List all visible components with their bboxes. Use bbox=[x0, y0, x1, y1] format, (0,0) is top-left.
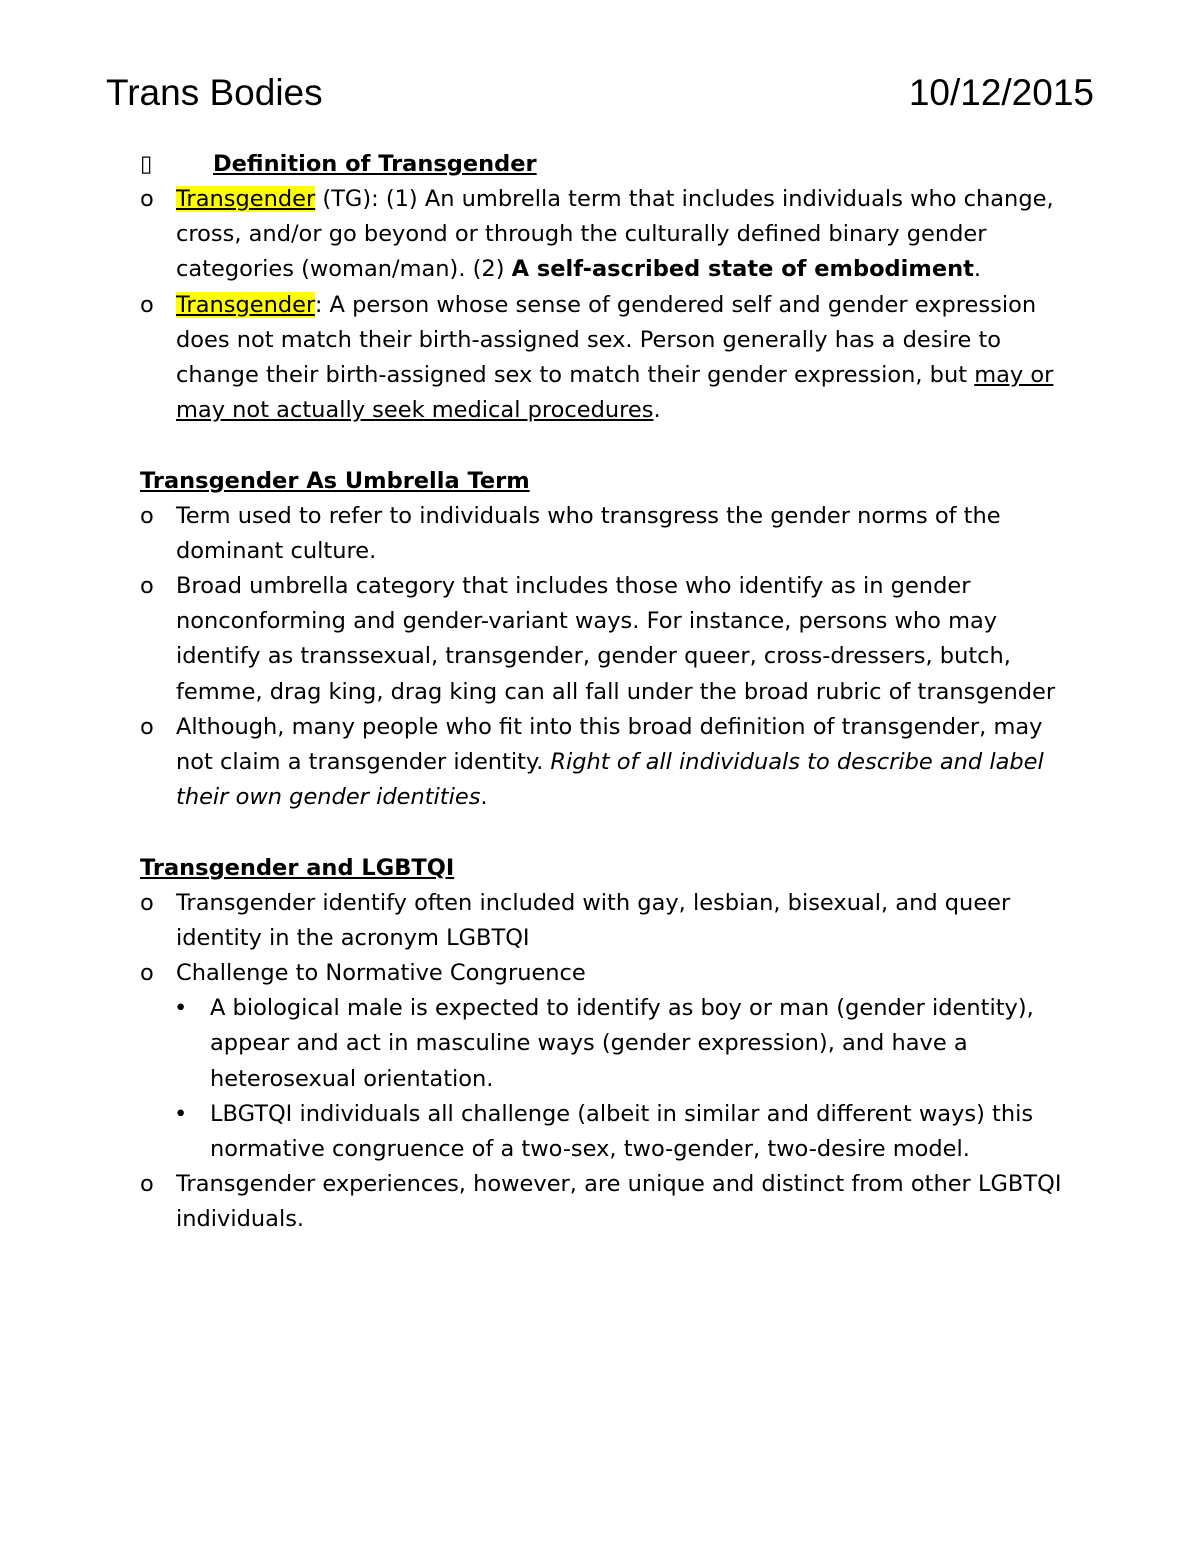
item-text: Transgender identify often included with gay, lesbian, bisexual, and queer identity in the acronym LGBTQI bbox=[176, 889, 1011, 951]
item-text-end: . bbox=[653, 397, 661, 424]
item-text-end: . bbox=[480, 784, 488, 811]
item-text: LBGTQI individuals all challenge (albeit in similar and different ways) this normative congruence of a two-sex, two-gender, two-desire model. bbox=[210, 1100, 1034, 1163]
umbrella-list bbox=[140, 499, 1070, 816]
circle-bullet-icon: o bbox=[140, 291, 154, 318]
congruence-sublist bbox=[140, 991, 1070, 1167]
document-body bbox=[140, 147, 1070, 1238]
lgbtqi-list-continued bbox=[140, 1167, 1070, 1237]
list-item bbox=[140, 182, 1070, 288]
section-title: Definition of Transgender bbox=[213, 151, 537, 177]
list-item bbox=[140, 569, 1070, 710]
item-text: Broad umbrella category that includes those who identify as in gender nonconforming and gender-variant ways. For instance, persons who may identify as transsexual, transgender, gender queer, cross-dressers, butch, femme, drag king, drag king can all fall under the broad rubric of transgender bbox=[176, 573, 1056, 705]
lgbtqi-list bbox=[140, 886, 1070, 992]
sub-list-item bbox=[140, 991, 1070, 1097]
page-header bbox=[106, 68, 1094, 118]
italic-text: Right of all individuals to describe and label their own gender identities bbox=[176, 749, 1044, 811]
circle-bullet-icon: o bbox=[140, 1171, 154, 1198]
document-date: 10/12/2015 bbox=[908, 72, 1094, 113]
circle-bullet-icon: o bbox=[140, 960, 154, 987]
item-text: Term used to refer to individuals who transgress the gender norms of the dominant culture. bbox=[176, 502, 1001, 564]
list-item bbox=[140, 956, 1070, 991]
circle-bullet-icon: o bbox=[140, 186, 154, 212]
definition-list bbox=[140, 182, 1070, 428]
section-heading-umbrella: Transgender As Umbrella Term bbox=[140, 467, 530, 494]
document-title: Trans Bodies bbox=[106, 72, 323, 113]
item-text: Although, many people who fit into this broad definition of transgender, may not claim a transgender identity. bbox=[176, 713, 1043, 776]
dot-bullet-icon: • bbox=[174, 995, 188, 1022]
item-text: Challenge to Normative Congruence bbox=[176, 960, 586, 987]
bold-text: A self-ascribed state of embodiment bbox=[511, 256, 974, 283]
highlighted-term: Transgender bbox=[176, 186, 316, 212]
highlighted-term: Transgender bbox=[176, 291, 315, 318]
circle-bullet-icon: o bbox=[140, 889, 154, 916]
item-text: (TG): (1) An umbrella term that includes individuals who change, cross, and/or go beyond or through the culturally defined binary gender categories (woman/man). (2) bbox=[176, 186, 1054, 283]
list-item bbox=[140, 288, 1070, 429]
spacer bbox=[140, 815, 1070, 850]
section-heading-definition bbox=[140, 147, 1070, 182]
list-item bbox=[140, 499, 1070, 569]
section-heading-lgbtqi: Transgender and LGBTQI bbox=[140, 854, 455, 881]
circle-bullet-icon: o bbox=[140, 573, 154, 600]
list-item bbox=[140, 1167, 1070, 1237]
item-text: Transgender experiences, however, are unique and distinct from other LGBTQI individuals. bbox=[176, 1171, 1062, 1233]
list-item bbox=[140, 710, 1070, 816]
heading-bullet-icon: ▯ bbox=[140, 151, 153, 177]
circle-bullet-icon: o bbox=[140, 713, 154, 740]
sub-list-item bbox=[140, 1097, 1070, 1167]
underlined-text: may or may not actually seek medical procedures bbox=[176, 362, 1054, 424]
dot-bullet-icon: • bbox=[174, 1100, 188, 1127]
spacer bbox=[140, 428, 1070, 463]
item-text: : A person whose sense of gendered self and gender expression does not match their birth-assigned sex. Person generally has a desire to change their birth-assigned sex to match their gender expression, but bbox=[176, 291, 1037, 389]
circle-bullet-icon: o bbox=[140, 502, 154, 529]
list-item bbox=[140, 886, 1070, 956]
item-text: A biological male is expected to identify as boy or man (gender identity), appear and act in masculine ways (gender expression), and have a heterosexual orientation. bbox=[210, 995, 1034, 1092]
item-text-end: . bbox=[973, 256, 982, 283]
